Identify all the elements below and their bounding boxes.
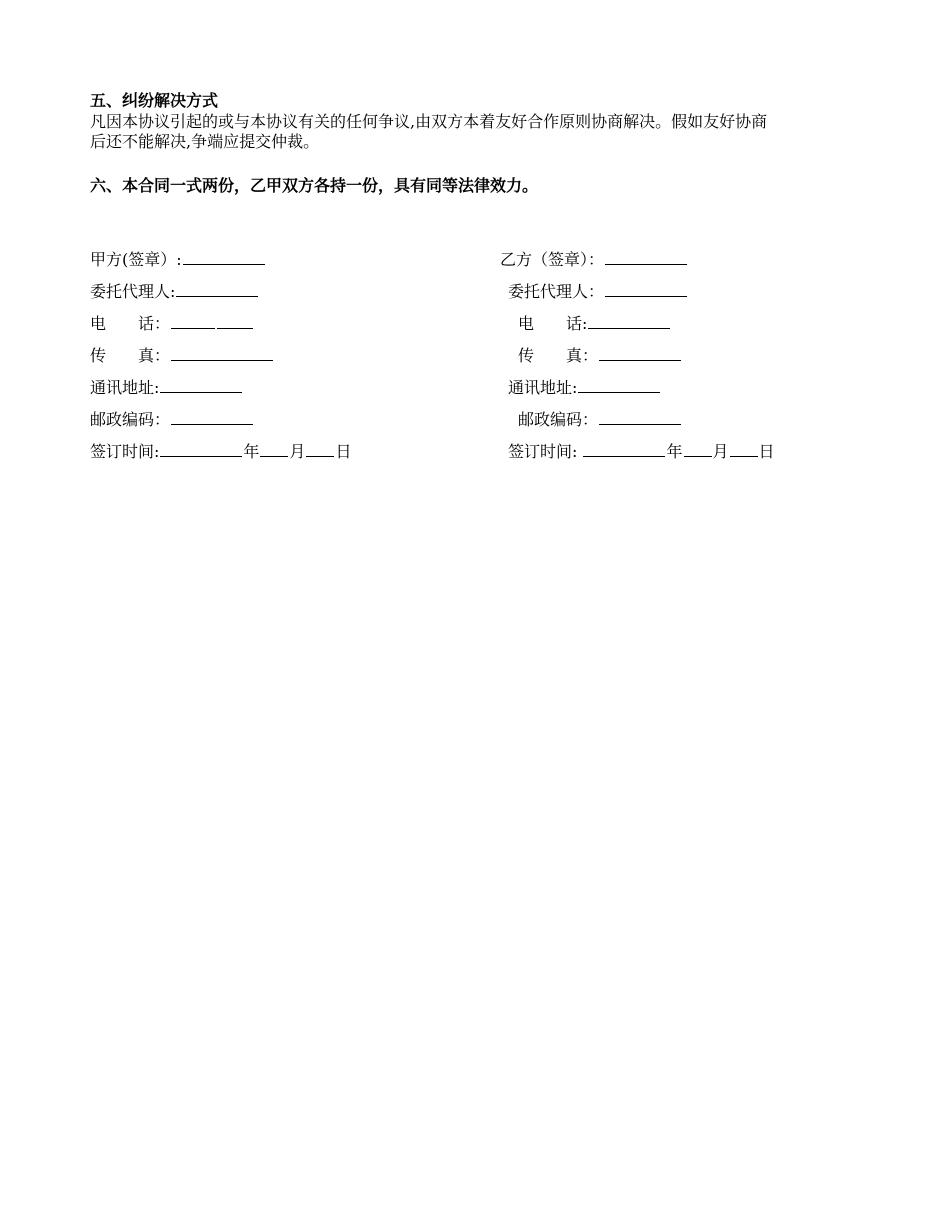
party-b-sign-blank[interactable] [605,250,687,265]
party-a-phone-label: 电 话： [90,314,171,333]
party-b-agent-row [508,282,688,302]
party-a-agent-row [90,282,259,302]
party-a-month-blank[interactable] [260,442,288,457]
party-b-year-blank[interactable] [583,442,665,457]
party-b-date-row [508,442,775,462]
party-b-day-label: 日 [758,442,775,461]
party-b-month-label: 月 [712,442,729,461]
party-a-address-label: 通讯地址: [90,378,160,397]
party-b-postcode-blank[interactable] [599,410,681,425]
party-a-date-row [90,442,351,462]
section-6-title: 六、本合同一式两份，乙甲双方各持一份，具有同等法律效力。 [90,176,539,195]
party-a-fax-row [90,346,274,366]
party-a-postcode-blank[interactable] [171,410,253,425]
party-a-phone-row [90,314,254,334]
party-a-agent-label: 委托代理人: [90,282,176,301]
party-a-postcode-row [90,410,254,430]
party-b-agent-label: 委托代理人： [508,282,605,301]
party-b-phone-label: 电 话: [518,314,588,333]
party-a-sign-label: 甲方(签章）: [90,250,182,269]
party-b-month-blank[interactable] [684,442,712,457]
party-b-year-label: 年 [666,442,683,461]
party-b-fax-label: 传 真： [518,346,599,365]
party-b-postcode-row [518,410,682,430]
party-a-day-label: 日 [335,442,352,461]
party-a-year-blank[interactable] [160,442,242,457]
party-a-address-blank[interactable] [160,378,242,393]
party-b-agent-blank[interactable] [605,282,687,297]
party-a-sign-row [90,250,266,270]
party-b-fax-blank[interactable] [599,346,681,361]
party-b-date-label: 签订时间: [508,442,583,461]
party-b-address-label: 通讯地址: [508,378,578,397]
party-a-fax-blank[interactable] [171,346,273,361]
party-a-phone-blank-2[interactable] [217,314,253,329]
section-5-paragraph [90,112,890,152]
party-b-address-blank[interactable] [578,378,660,393]
party-a-day-blank[interactable] [306,442,334,457]
party-a-agent-blank[interactable] [176,282,258,297]
party-a-date-label: 签订时间: [90,442,160,461]
party-b-sign-label: 乙方（签章）： [500,250,605,269]
party-b-phone-blank[interactable] [588,314,670,329]
party-a-phone-blank-1[interactable] [171,314,215,329]
section-5-line-2: 后还不能解决,争端应提交仲裁。 [90,132,320,151]
party-b-sign-row [500,250,688,270]
party-a-year-label: 年 [243,442,260,461]
party-b-postcode-label: 邮政编码： [518,410,599,429]
section-5-title: 五、纠纷解决方式 [90,91,219,110]
party-a-postcode-label: 邮政编码： [90,410,171,429]
party-a-sign-blank[interactable] [183,250,265,265]
party-b-phone-row [518,314,671,334]
section-5-line-1: 凡因本协议引起的或与本协议有关的任何争议,由双方本着友好合作原则协商解决。假如友好协商 [90,112,768,131]
party-a-fax-label: 传 真： [90,346,171,365]
party-a-address-row [90,378,243,398]
party-b-address-row [508,378,661,398]
party-b-fax-row [518,346,682,366]
party-a-month-label: 月 [289,442,306,461]
party-b-day-blank[interactable] [730,442,758,457]
